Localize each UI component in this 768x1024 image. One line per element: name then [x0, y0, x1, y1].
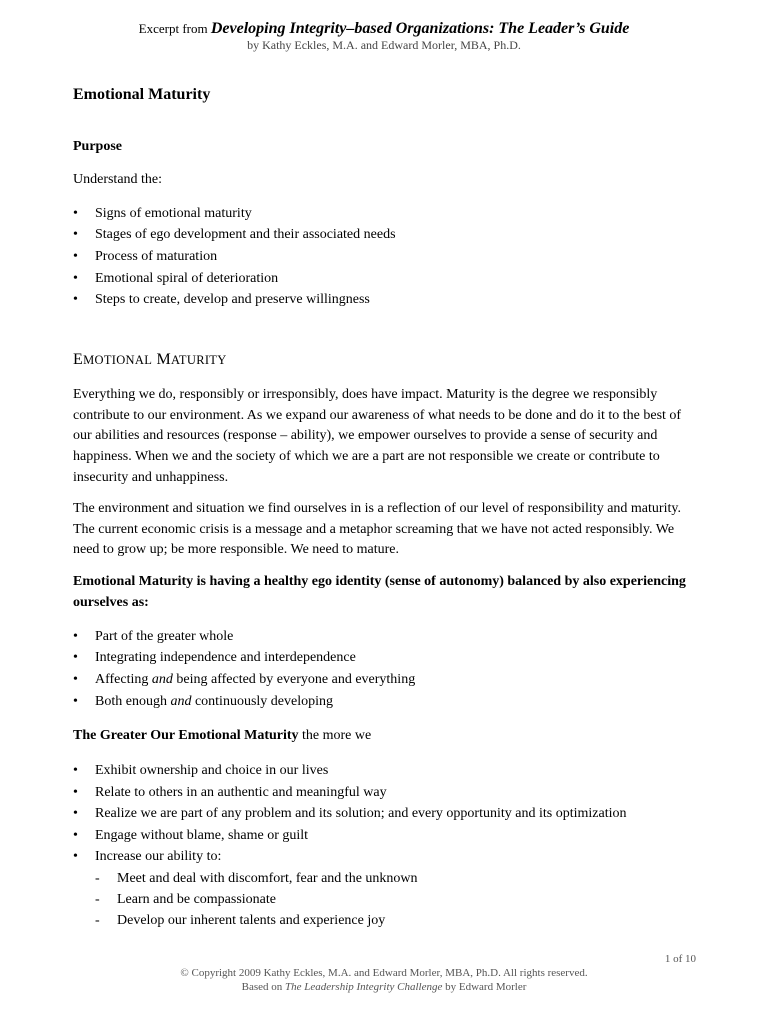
excerpt-prefix: Excerpt from	[138, 21, 208, 36]
list-item	[73, 691, 693, 713]
list-item	[73, 760, 693, 782]
bullet-icon: •	[73, 827, 78, 843]
list-item	[73, 803, 693, 825]
based-on-title: The Leadership Integrity Challenge	[285, 981, 443, 993]
authors-line: by Kathy Eckles, M.A. and Edward Morler, MBA, Ph.D.	[247, 38, 521, 52]
bullet-icon: •	[73, 650, 78, 666]
list-item	[73, 203, 693, 225]
list-item	[73, 825, 693, 847]
list-item	[73, 626, 693, 648]
sub-list-item-text: Learn and be compassionate	[117, 891, 276, 907]
dash-icon: -	[95, 912, 100, 928]
emphasis: and	[151, 671, 173, 687]
section-title-e: E	[73, 350, 84, 368]
sub-list-item-text: Develop our inherent talents and experience joy	[117, 912, 386, 928]
page-number: 1 of 10	[664, 953, 696, 965]
paragraph-impact: Everything we do, responsibly or irresponsibly, does have impact. Maturity is the degree we responsibly contribute to our environment. As we expand our awareness of what needs to be done and do it to the best of our abilities and resources (response – ability), we empower ourselves to provide a sense of security and happiness. When we and the society of which we are a part are not responsible we create or contribute to insecurity and unhappiness.	[73, 386, 682, 485]
bullet-icon: •	[73, 270, 78, 286]
list-item-text: Exhibit ownership and choice in our lives	[95, 762, 329, 778]
sub-list-item	[73, 889, 693, 910]
purpose-heading: Purpose	[73, 139, 122, 154]
list-item-text: Process of maturation	[95, 248, 218, 264]
list-item-text: Engage without blame, shame or guilt	[95, 827, 309, 843]
bullet-icon: •	[73, 205, 78, 221]
list-item	[73, 289, 693, 311]
sub-list-item	[73, 868, 693, 889]
bullet-icon: •	[73, 248, 78, 264]
bullet-icon: •	[73, 784, 78, 800]
list-item	[73, 268, 693, 290]
purpose-list	[73, 203, 693, 311]
dash-icon: -	[95, 870, 100, 886]
list-item-text: Integrating independence and interdependence	[95, 650, 356, 666]
ability-sublist	[73, 868, 693, 931]
section-title-aturity: ATURITY	[170, 352, 227, 367]
bullet-icon: •	[73, 806, 78, 822]
as-list	[73, 626, 693, 712]
list-item-text: Part of the greater whole	[95, 628, 234, 644]
list-item	[73, 846, 693, 868]
purpose-intro: Understand the:	[73, 172, 163, 187]
list-item-text: Realize we are part of any problem and its solution; and every opportunity and its optimization	[95, 806, 627, 822]
list-item-text: Increase our ability to:	[95, 849, 222, 865]
copyright-line: © Copyright 2009 Kathy Eckles, M.A. and Edward Morler, MBA, Ph.D. All rights reserved.	[180, 967, 588, 979]
list-item	[73, 647, 693, 669]
page-footer	[0, 966, 768, 994]
sub-list-item-text: Meet and deal with discomfort, fear and the unknown	[117, 870, 418, 886]
greater-maturity-rest: the more we	[298, 728, 372, 744]
greater-maturity-bold: The Greater Our Emotional Maturity	[73, 728, 299, 744]
list-item	[73, 669, 693, 691]
list-item-text: Stages of ego development and their associated needs	[95, 227, 396, 243]
list-item	[73, 224, 693, 246]
emphasis: and	[170, 693, 192, 709]
list-item-text: Signs of emotional maturity	[95, 205, 252, 221]
sub-list-item	[73, 910, 693, 931]
page-header	[0, 20, 768, 52]
excerpt-line	[0, 20, 768, 38]
list-item-text: Both enough	[95, 693, 171, 709]
section-title-m: M	[156, 350, 171, 368]
bullet-icon: •	[73, 762, 78, 778]
bullet-icon: •	[73, 849, 78, 865]
book-title: Developing Integrity–based Organizations: The Leader’s Guide	[210, 20, 630, 37]
list-item-text: Steps to create, develop and preserve willingness	[95, 292, 370, 308]
section-title-motional: MOTIONAL	[83, 352, 153, 367]
list-item-text: Affecting	[95, 671, 152, 687]
bullet-icon: •	[73, 671, 78, 687]
bullet-icon: •	[73, 292, 78, 308]
based-on-prefix: Based on	[241, 981, 286, 993]
bullet-icon: •	[73, 693, 78, 709]
list-item-text: Emotional spiral of deterioration	[95, 270, 279, 286]
greater-maturity-line	[73, 726, 693, 747]
list-item-text: being affected by everyone and everything	[172, 671, 416, 687]
based-on-suffix: by Edward Morler	[442, 981, 527, 993]
list-item-text: Relate to others in an authentic and meaningful way	[95, 784, 387, 800]
chapter-title: Emotional Maturity	[73, 86, 211, 103]
list-item-text: continuously developing	[191, 693, 333, 709]
dash-icon: -	[95, 891, 100, 907]
list-item	[73, 246, 693, 268]
bullet-icon: •	[73, 628, 78, 644]
section-title	[73, 349, 693, 371]
greater-list	[73, 760, 693, 868]
definition-statement: Emotional Maturity is having a healthy ego identity (sense of autonomy) balanced by also experiencing ourselves as:	[73, 574, 686, 610]
list-item	[73, 782, 693, 804]
based-on-line	[0, 980, 768, 994]
paragraph-environment: The environment and situation we find ourselves in is a reflection of our level of responsibility and maturity. The current economic crisis is a message and a metaphor screaming that we have not acted responsibly. We need to grow up; be more responsible. We need to mature.	[73, 500, 681, 558]
bullet-icon: •	[73, 227, 78, 243]
main-content	[73, 84, 693, 931]
